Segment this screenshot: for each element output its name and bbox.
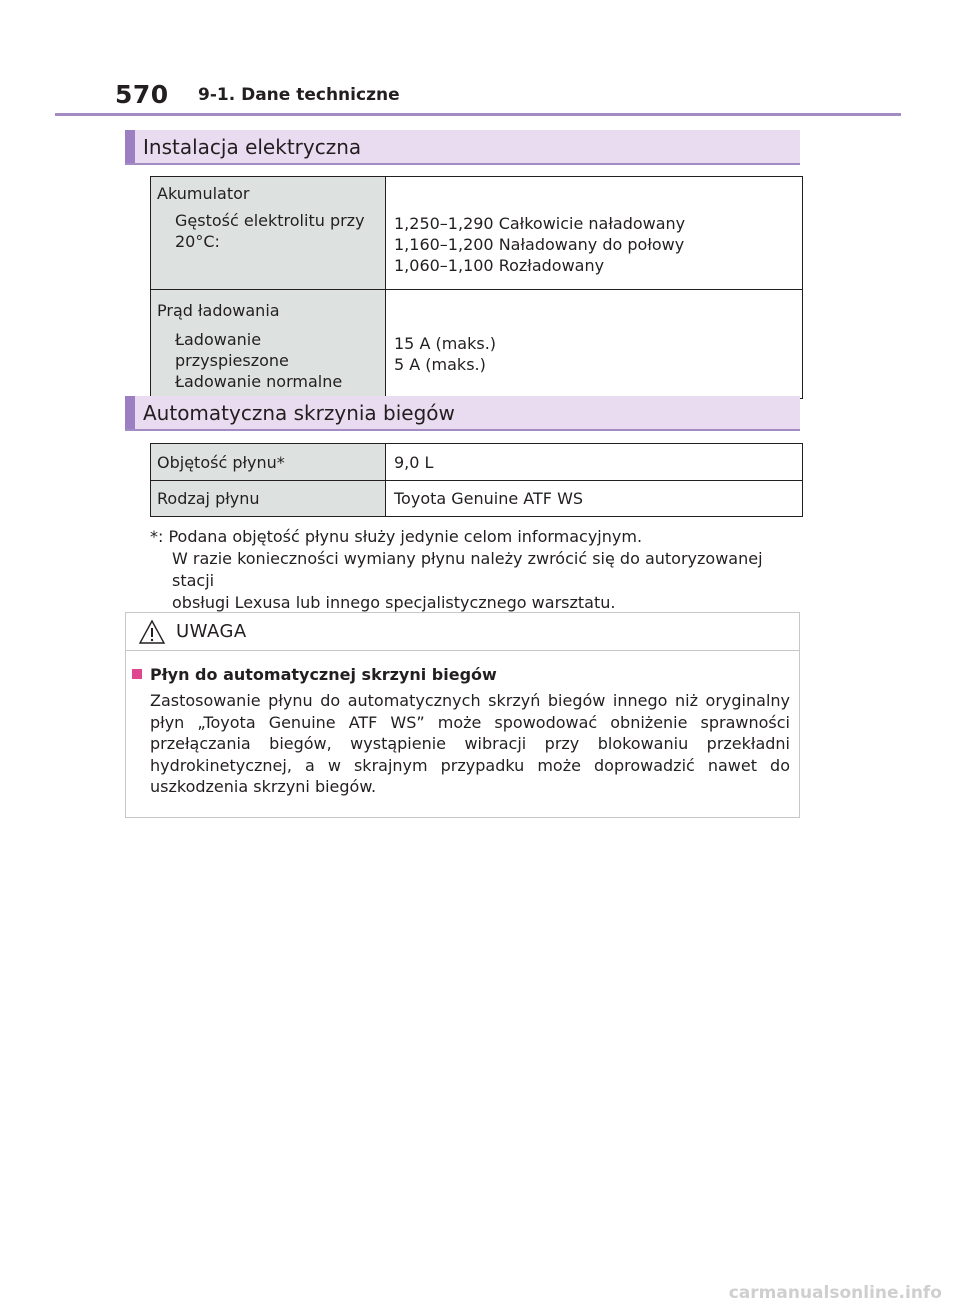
- warning-header: [126, 613, 799, 651]
- section-title-bar: [125, 130, 135, 163]
- table-row: [151, 444, 803, 481]
- section-title-bar: [125, 396, 135, 429]
- fluid-type-value: Toyota Genuine ATF WS: [386, 481, 803, 517]
- warning-item-text: Zastosowanie płynu do automatycznych skrzyń biegów innego niż oryginalny płyn „Toyota Genuine ATF WS” może spowodować obniżenie sprawności przełączania biegów, wystąpienie wibracji przy blokowaniu przekładni hydrokinetycznej, a w skrajnym przypadku może doprowadzić nawet do uszkodzenia skrzyni biegów.: [150, 691, 790, 796]
- warning-triangle-icon: [138, 619, 166, 645]
- section-title-electrical: [125, 130, 800, 165]
- electrical-spec-table: [150, 176, 803, 399]
- section-reference: 9-1. Dane techniczne: [198, 85, 400, 105]
- section-title-transmission: [125, 396, 800, 431]
- fluid-volume-value: 9,0 L: [386, 444, 803, 481]
- battery-label-cell: [151, 177, 386, 290]
- bullet-square-icon: [132, 669, 142, 679]
- charging-label-cell: [151, 290, 386, 399]
- charging-sub-label-1: Ładowanie przyspieszone: [175, 330, 289, 370]
- warning-box: [125, 612, 800, 818]
- table-row: [151, 481, 803, 517]
- charging-sub-label-2: Ładowanie normalne: [175, 372, 343, 391]
- table-row-battery: [151, 177, 803, 290]
- page-number: 570: [115, 80, 169, 109]
- footnote-line-2: W razie konieczności wymiany płynu należy zwrócić się do autoryzowanej stacji: [172, 549, 763, 590]
- footnote-line-3: obsługi Lexusa lub innego specjalistycznego warsztatu.: [172, 593, 616, 612]
- warning-label: UWAGA: [176, 621, 247, 642]
- battery-label: Akumulator: [157, 184, 250, 203]
- charging-value-2: 5 A (maks.): [394, 355, 486, 374]
- section-title-text: Instalacja elektryczna: [143, 135, 362, 159]
- footnote: [150, 526, 802, 614]
- charging-value-1: 15 A (maks.): [394, 334, 497, 353]
- battery-value-2: 1,160–1,200 Naładowany do połowy: [394, 235, 685, 254]
- charging-value-cell: [386, 290, 803, 399]
- fluid-type-label: Rodzaj płynu: [151, 481, 386, 517]
- battery-value-1: 1,250–1,290 Całkowicie naładowany: [394, 214, 686, 233]
- battery-sub-label-2: 20°C:: [175, 232, 220, 251]
- fluid-volume-label: Objętość płynu*: [151, 444, 386, 481]
- battery-value-cell: [386, 177, 803, 290]
- table-row-charging: [151, 290, 803, 399]
- footnote-line-1: *: Podana objętość płynu służy jedynie celom informacyjnym.: [150, 527, 643, 546]
- section-title-text: Automatyczna skrzynia biegów: [143, 401, 455, 425]
- page-header: [0, 0, 960, 120]
- battery-value-3: 1,060–1,100 Rozładowany: [394, 256, 605, 275]
- charging-label: Prąd ładowania: [157, 301, 280, 320]
- warning-item: [132, 665, 790, 798]
- watermark: carmanualsonline.info: [728, 1283, 942, 1303]
- warning-item-title: Płyn do automatycznej skrzyni biegów: [150, 665, 497, 684]
- header-divider: [55, 113, 901, 116]
- battery-sub-label-1: Gęstość elektrolitu przy: [175, 211, 365, 230]
- transmission-spec-table: [150, 443, 803, 517]
